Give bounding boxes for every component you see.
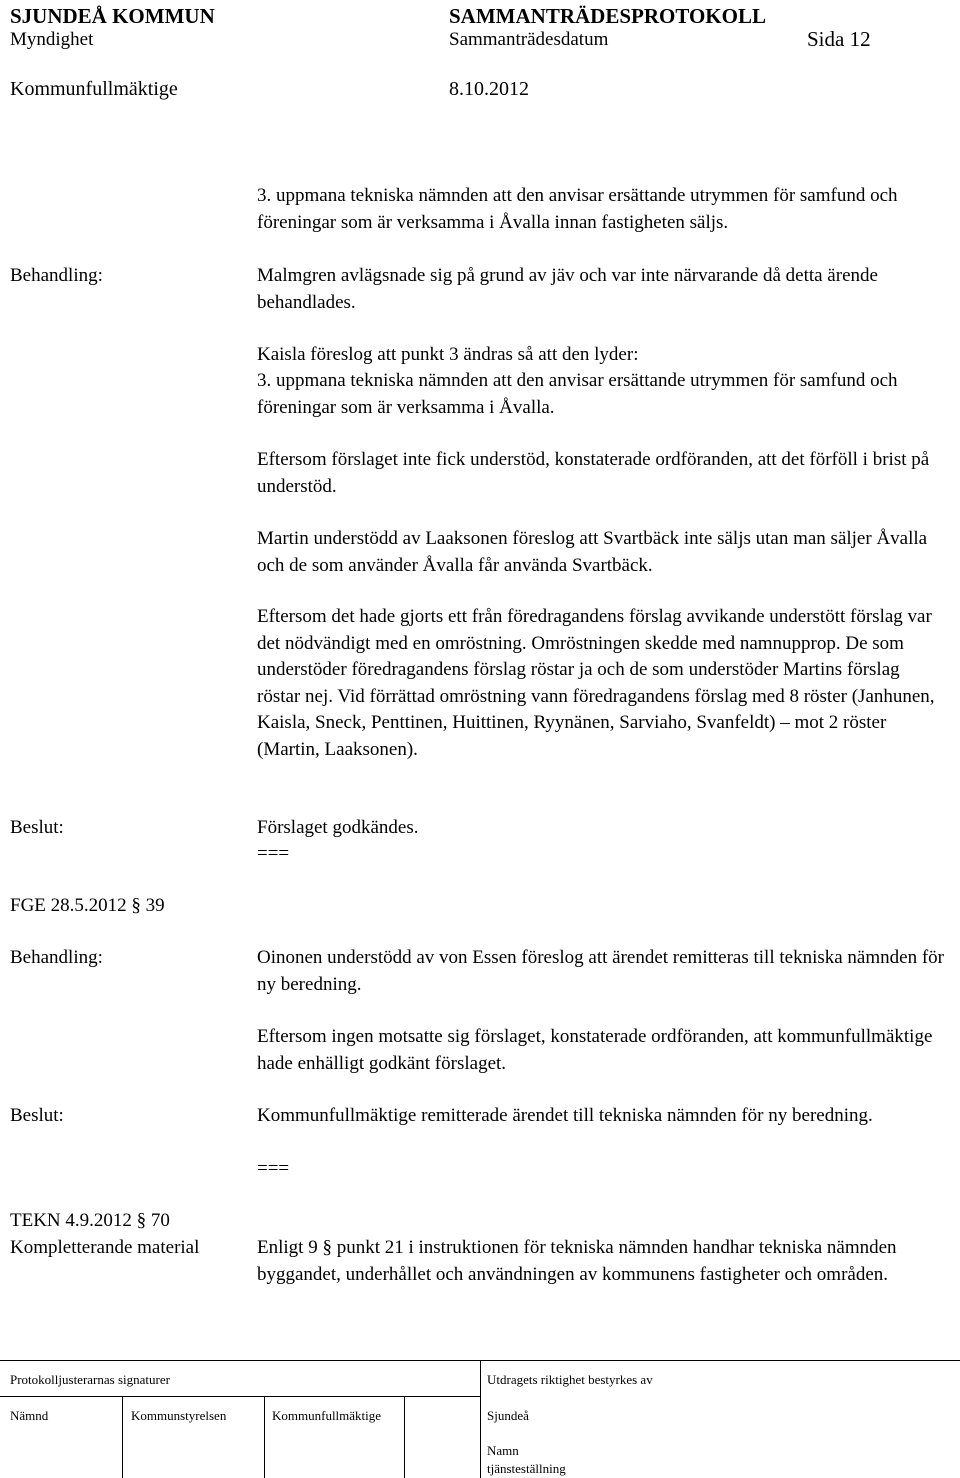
authority-name: Kommunfullmäktige [10, 78, 178, 100]
behandling-paragraph-1: Malmgren avlägsnade sig på grund av jäv och var inte närvarande då detta ärende behandlades. [257, 265, 878, 313]
behandling-paragraph-2-line-1: Kaisla föreslog att punkt 3 ändras så att den lyder: [257, 344, 639, 365]
footer-tjanstestallning: tjänsteställning [487, 1461, 566, 1476]
behandling-paragraph-3: Eftersom förslaget inte fick understöd, konstaterade ordföranden, att det förföll i brist på understöd. [257, 449, 930, 497]
footer-center-divider [480, 1360, 481, 1478]
page-number: Sida 12 [807, 27, 871, 51]
fge-behandling-paragraph-1: Oinonen understödd av von Essen föreslog att ärendet remitteras till tekniska nämnden för ny beredning. [257, 947, 944, 995]
beslut-label: Beslut: [10, 817, 64, 838]
fge-separator: === [257, 1158, 290, 1179]
footer-left-rule [0, 1396, 480, 1397]
kompletterande-label: Kompletterande material [10, 1237, 200, 1258]
certify-label: Utdragets riktighet bestyrkes av [487, 1372, 653, 1387]
separator: === [257, 843, 290, 864]
beslut-text: Förslaget godkändes. [257, 817, 419, 838]
behandling-paragraph-4: Martin understödd av Laaksonen föreslog att Svartbäck inte säljs utan man säljer Åvalla och de som använder Åvalla får använda Svartbäck. [257, 528, 928, 576]
tekn-reference: TEKN 4.9.2012 § 70 [10, 1210, 170, 1231]
signatures-label: Protokolljusterarnas signaturer [10, 1372, 170, 1387]
kompletterande-text: Enligt 9 § punkt 21 i instruktionen för tekniska nämnden handhar tekniska nämnden byggandet, underhållet och användningen av kommunens fastigheter och områden. [257, 1237, 897, 1285]
footer-col-divider-3 [404, 1396, 405, 1478]
municipality-name: SJUNDEÅ KOMMUN [10, 4, 215, 28]
footer-col-divider-2 [264, 1396, 265, 1478]
meeting-date: 8.10.2012 [449, 78, 529, 100]
footer-col-divider-1 [122, 1396, 123, 1478]
document-type: SAMMANTRÄDESPROTOKOLL [449, 4, 766, 28]
footer-namn: Namn [487, 1443, 519, 1458]
authority-label: Myndighet [10, 29, 94, 50]
fge-reference: FGE 28.5.2012 § 39 [10, 895, 165, 916]
footer-col-kommunfullmaktige: Kommunfullmäktige [272, 1408, 382, 1423]
behandling-paragraph-2-line-2: 3. uppmana tekniska nämnden att den anvisar ersättande utrymmen för samfund och föreningar som är verksamma i Åvalla. [257, 370, 898, 418]
behandling-paragraph-5: Eftersom det hade gjorts ett från föredragandens förslag avvikande understött förslag var det nödvändigt med en omröstning. Omröstningen skedde med namnupprop. De som understöder föredragandens förslag röstar ja och de som understöder Martins förslag röstar nej. Vid förrättad omröstning vann föredragandens förslag med 8 röster (Janhunen, Kaisla, Sneck, Penttinen, Huittinen, Ryynänen, Sarviaho, Svanfeldt) – mot 2 röster (Martin, Laaksonen). [257, 606, 935, 760]
behandling-label: Behandling: [10, 265, 103, 286]
fge-beslut-text: Kommunfullmäktige remitterade ärendet till tekniska nämnden för ny beredning. [257, 1105, 873, 1126]
date-label: Sammanträdesdatum [449, 29, 609, 50]
intro-item: 3. uppmana tekniska nämnden att den anvisar ersättande utrymmen för samfund och föreningar som är verksamma i Åvalla innan fastigheten säljs. [257, 185, 898, 233]
fge-behandling-paragraph-2: Eftersom ingen motsatte sig förslaget, konstaterade ordföranden, att kommunfullmäktige hade enhälligt godkänt förslaget. [257, 1026, 933, 1074]
fge-beslut-label: Beslut: [10, 1105, 64, 1126]
footer-col-kommunstyrelsen: Kommunstyrelsen [131, 1408, 227, 1423]
footer-col-namnd: Nämnd [10, 1408, 49, 1423]
fge-behandling-label: Behandling: [10, 947, 103, 968]
footer-sjundea: Sjundeå [487, 1408, 529, 1423]
